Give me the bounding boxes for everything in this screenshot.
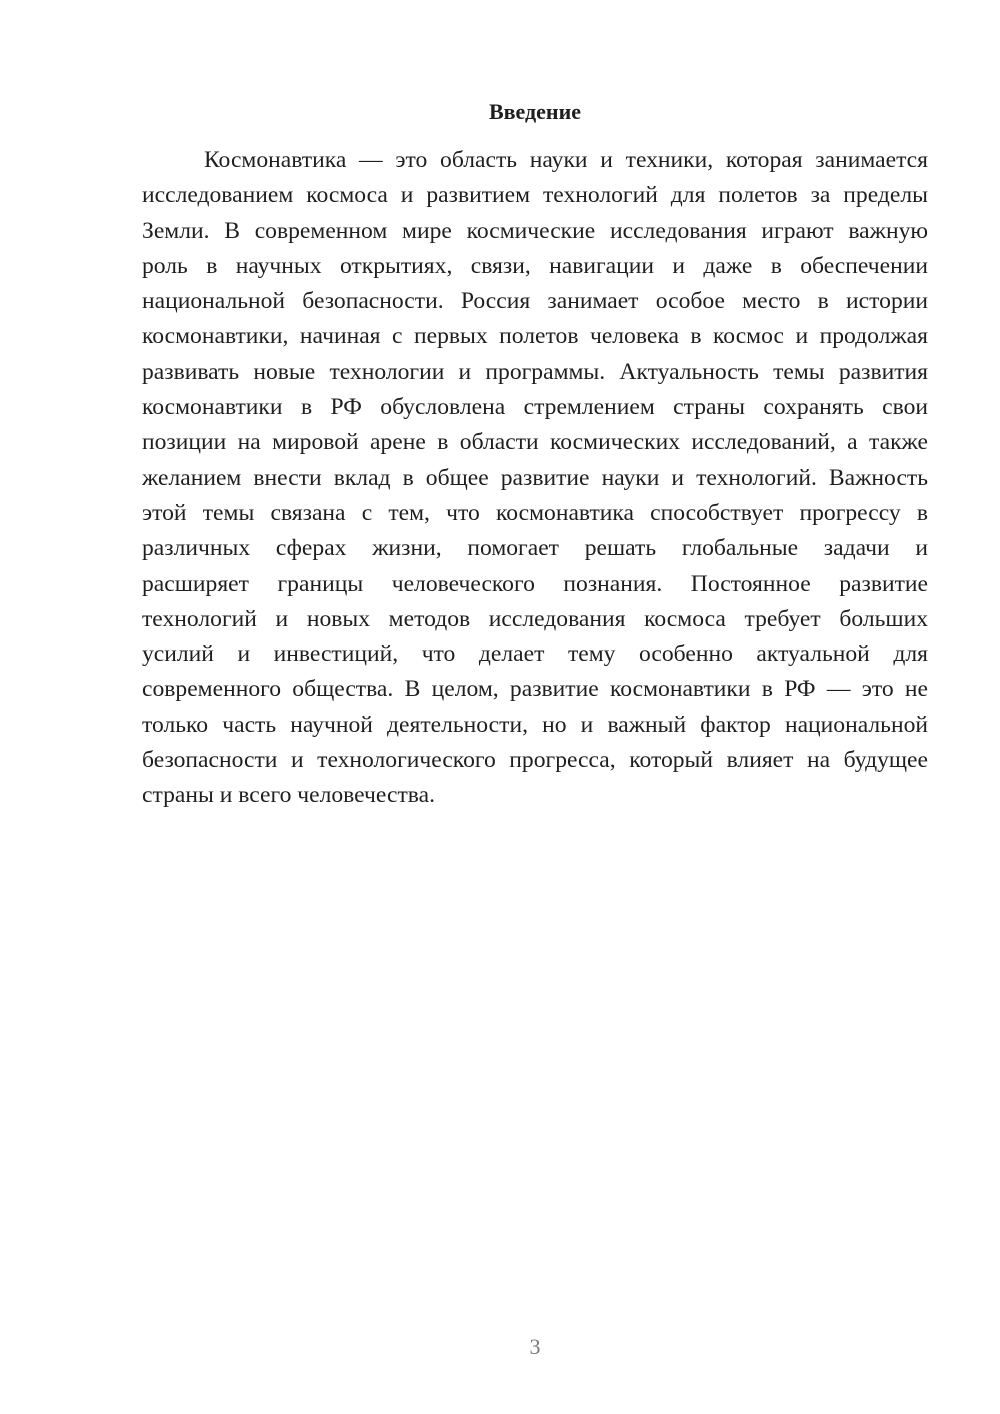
paragraph-line: желанием внести вклад в общее развитие науки и технологий. Важность [142,464,928,491]
page-heading: Введение [488,99,582,124]
paragraph-line: Космонавтика — это область науки и техники, которая занимается [204,147,928,173]
paragraph-line: расширяет границы человеческого познания. Постоянное развитие [142,570,928,597]
paragraph-line: различных сферах жизни, помогает решать глобальные задачи и [142,535,928,562]
paragraph-line: развивать новые технологии и программы. Актуальность темы развития [142,358,928,385]
paragraph-line: только часть научной деятельности, но и важный фактор национальной [142,711,928,738]
paragraph-line: космонавтики в РФ обусловлена стремлением страны сохранять свои [142,394,928,421]
paragraph-line: страны и всего человечества. [142,782,435,809]
paragraph-line: роль в научных открытиях, связи, навигации и даже в обеспечении [142,252,928,279]
paragraph-line: позиции на мировой арене в области космических исследований, а также [142,429,928,456]
paragraph-line: усилий и инвестиций, что делает тему особенно актуальной для [142,641,928,668]
paragraph-line: технологий и новых методов исследования космоса требует больших [142,605,928,632]
paragraph-line: Земли. В современном мире космические исследования играют важную [142,217,928,244]
introduction-paragraph [142,143,928,814]
paragraph-line: национальной безопасности. Россия занимает особое место в истории [142,288,928,315]
paragraph-line: безопасности и технологического прогресса, который влияет на будущее [142,747,928,774]
paragraph-line: современного общества. В целом, развитие космонавтики в РФ — это не [142,676,928,703]
paragraph-line: исследованием космоса и развитием технологий для полетов за пределы [142,182,928,209]
page-number: 3 [529,1334,541,1359]
paragraph-line: космонавтики, начиная с первых полетов человека в космос и продолжая [142,323,928,350]
paragraph-line: этой темы связана с тем, что космонавтика способствует прогрессу в [142,499,928,526]
